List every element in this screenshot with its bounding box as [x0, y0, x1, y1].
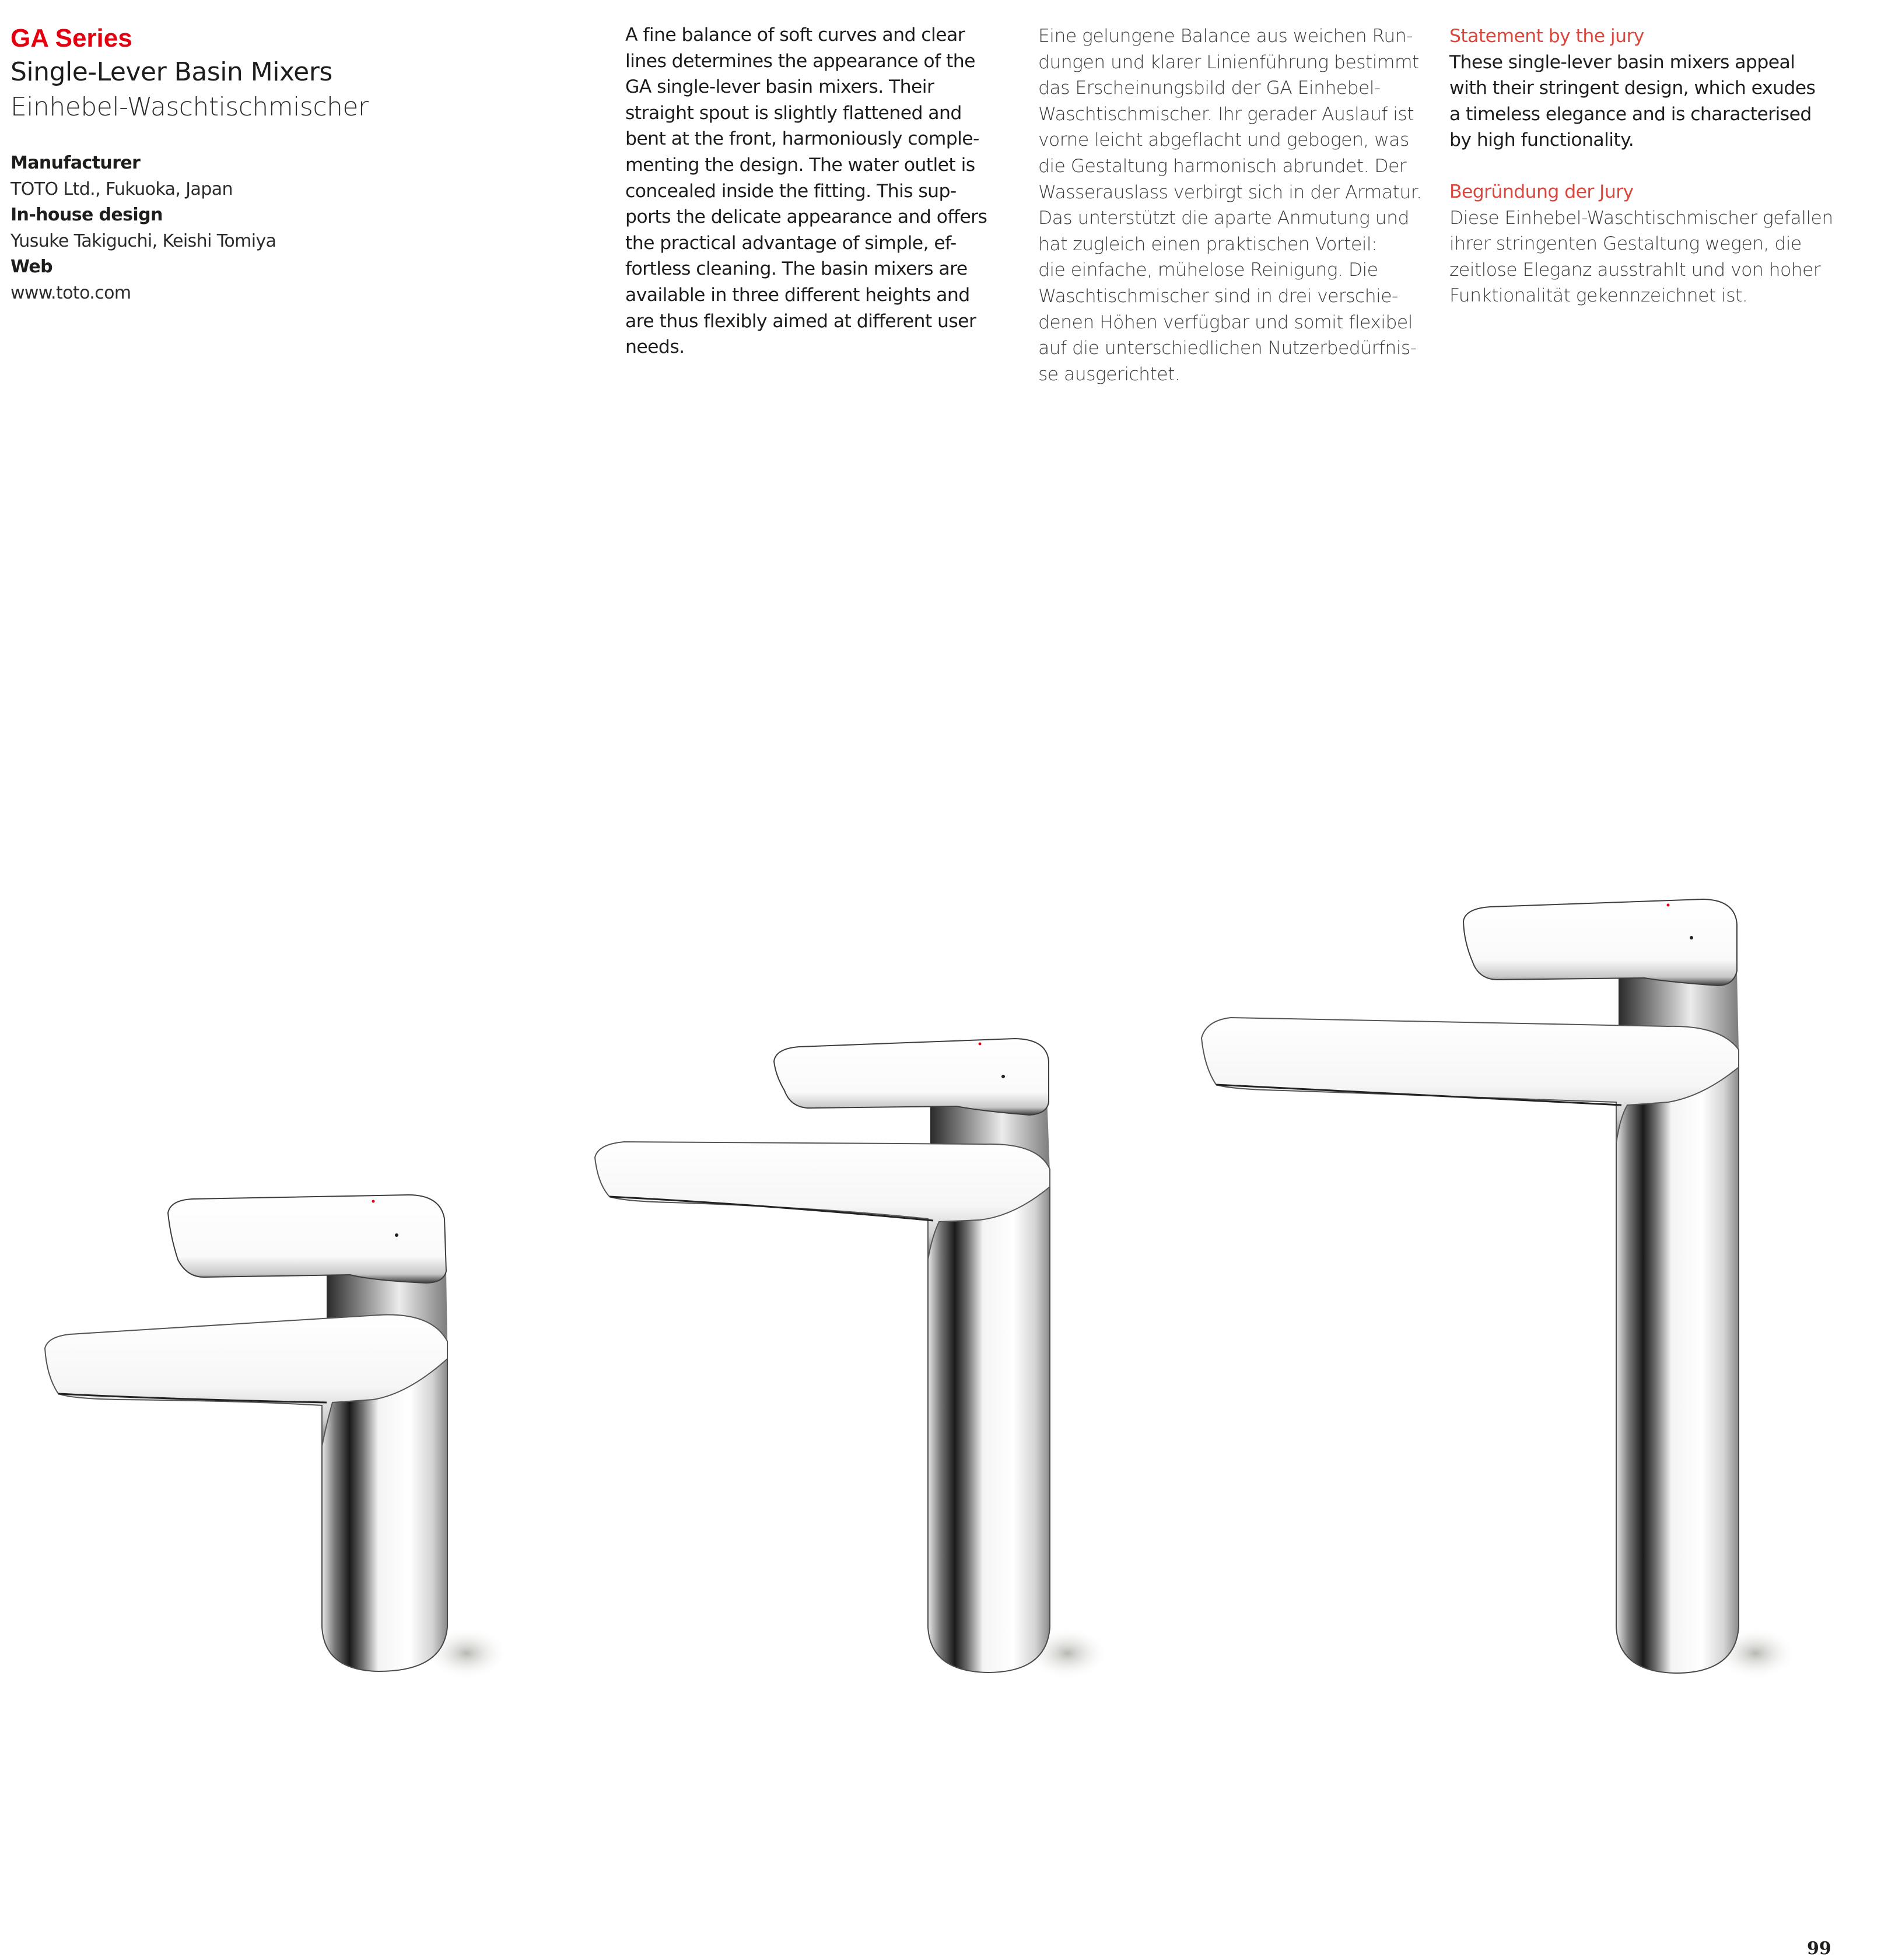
- description-en-line: needs.: [625, 336, 685, 358]
- description-en-line: are thus flexibly aimed at different user: [625, 310, 976, 332]
- jury-de-line: zeitlose Eleganz ausstrahlt und von hoher: [1449, 259, 1821, 280]
- description-de-line: Das unterstützt die aparte Anmutung und: [1038, 208, 1409, 229]
- faucet-icon: [1202, 899, 1796, 1680]
- description-de-line: die Gestaltung harmonisch abrundet. Der: [1038, 155, 1407, 177]
- product-title-de: Einhebel-Waschtischmischer: [10, 92, 369, 122]
- description-en-line: straight spout is slightly flattened and: [625, 102, 962, 124]
- manufacturer-label: Manufacturer: [10, 153, 141, 173]
- description-en-line: concealed inside the fitting. This sup-: [625, 180, 957, 202]
- description-de-line: Eine gelungene Balance aus weichen Run-: [1038, 26, 1413, 47]
- manufacturer-value: TOTO Ltd., Fukuoka, Japan: [10, 178, 233, 199]
- description-en-line: menting the design. The water outlet is: [625, 154, 975, 176]
- description-en-line: the practical advantage of simple, ef-: [625, 232, 957, 254]
- description-en-line: A fine balance of soft curves and clear: [625, 24, 965, 45]
- series-title: GA Series: [10, 24, 132, 52]
- jury-de-line: Diese Einhebel-Waschtischmischer gefallen: [1449, 207, 1833, 229]
- description-de-line: das Erscheinungsbild der GA Einhebel-: [1038, 78, 1381, 99]
- description-en-line: GA single-lever basin mixers. Their: [625, 76, 934, 98]
- jury-statement-en: [1449, 23, 1815, 153]
- jury-heading-en: Statement by the jury: [1449, 26, 1644, 47]
- jury-de-line: Funktionalität gekennzeichnet ist.: [1449, 285, 1748, 307]
- design-value: Yusuke Takiguchi, Keishi Tomiya: [10, 230, 276, 251]
- description-de: [1038, 23, 1422, 387]
- description-en: [625, 22, 987, 360]
- jury-en-line: with their stringent design, which exudes: [1449, 78, 1816, 99]
- jury-heading-de: Begründung der Jury: [1449, 181, 1634, 202]
- faucet-icon: [45, 1195, 507, 1680]
- faucet-icon: [595, 1039, 1108, 1680]
- description-de-line: denen Höhen verfügbar und somit flexibel: [1038, 311, 1413, 333]
- description-en-line: bent at the front, harmoniously comple-: [625, 128, 979, 150]
- description-en-line: available in three different heights and: [625, 284, 970, 306]
- description-de-line: dungen und klarer Linienführung bestimmt: [1038, 51, 1419, 73]
- description-en-line: ports the delicate appearance and offers: [625, 206, 987, 228]
- description-en-line: fortless cleaning. The basin mixers are: [625, 258, 968, 280]
- credits-block: [10, 150, 276, 306]
- description-de-line: vorne leicht abgeflacht und gebogen, was: [1038, 129, 1409, 151]
- description-de-line: Wasserauslass verbirgt sich in der Armatur.: [1038, 181, 1422, 203]
- web-label: Web: [10, 257, 53, 277]
- description-en-line: lines determines the appearance of the: [625, 50, 975, 72]
- description-de-line: auf die unterschiedlichen Nutzerbedürfnis-: [1038, 338, 1417, 359]
- description-de-line: die einfache, mühelose Reinigung. Die: [1038, 260, 1378, 281]
- web-link[interactable]: www.toto.com: [10, 282, 131, 303]
- product-title-en: Single-Lever Basin Mixers: [10, 57, 332, 87]
- description-de-line: se ausgerichtet.: [1038, 363, 1181, 385]
- jury-statement-de: [1449, 179, 1833, 309]
- jury-en-line: a timeless elegance and is characterised: [1449, 103, 1812, 125]
- design-label: In-house design: [10, 205, 163, 225]
- jury-de-line: ihrer stringenten Gestaltung wegen, die: [1449, 233, 1802, 255]
- description-de-line: Waschtischmischer sind in drei verschie-: [1038, 285, 1398, 307]
- jury-en-line: These single-lever basin mixers appeal: [1449, 51, 1795, 73]
- description-de-line: Waschtischmischer. Ihr gerader Auslauf ist: [1038, 103, 1414, 125]
- page-number: 99: [1807, 1938, 1831, 1959]
- description-de-line: hat zugleich einen praktischen Vorteil:: [1038, 233, 1378, 255]
- jury-en-line: by high functionality.: [1449, 129, 1634, 151]
